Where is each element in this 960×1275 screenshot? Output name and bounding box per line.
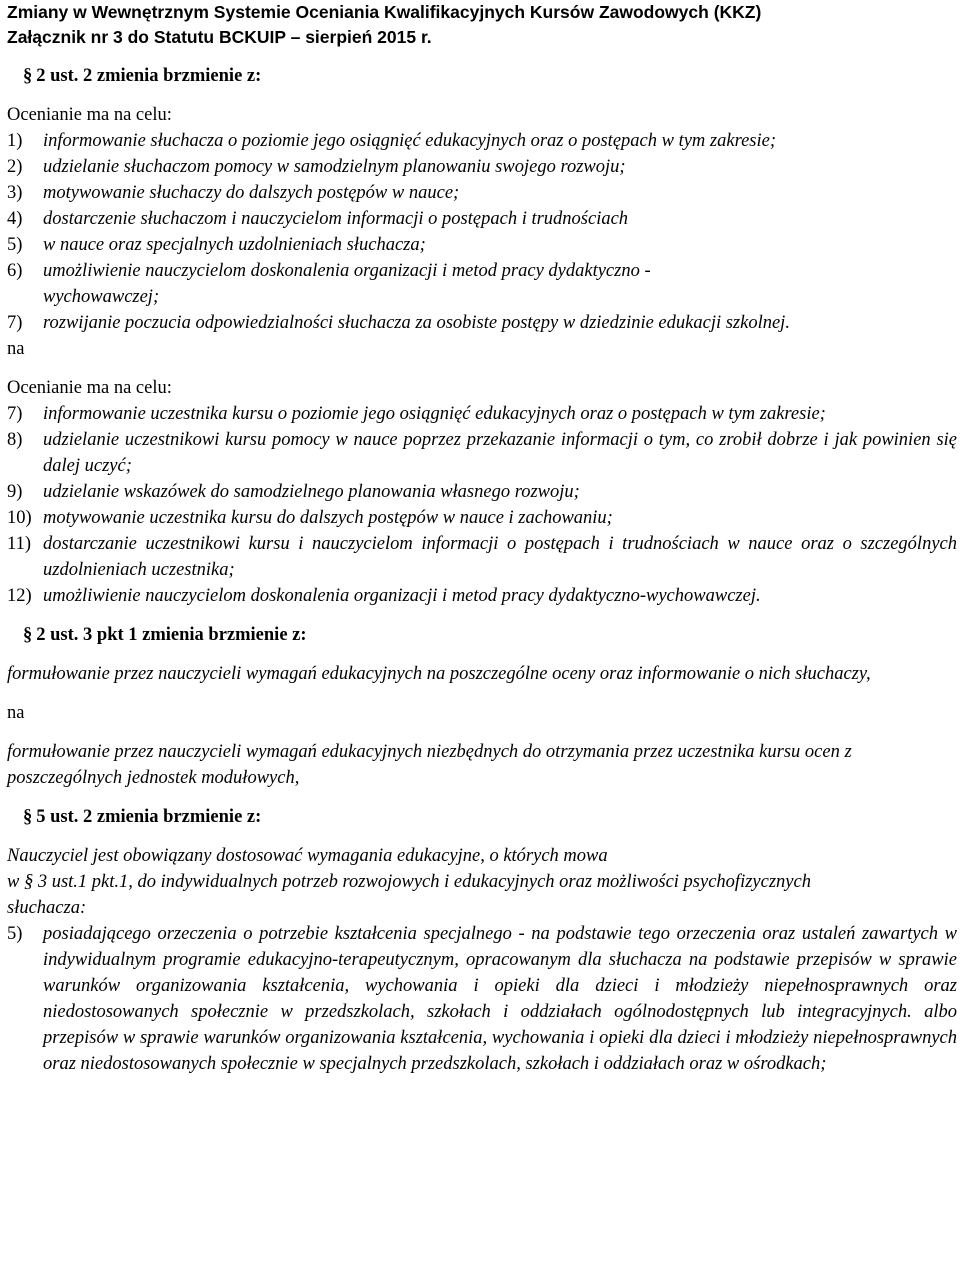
adapt-list xyxy=(7,921,957,1077)
item-number: 2) xyxy=(7,157,23,177)
item-text: informowanie uczestnika kursu o poziomie jego osiągnięć edukacyjnych oraz o postępach w tym zakresie; xyxy=(43,404,826,424)
item-text: rozwijanie poczucia odpowiedzialności słuchacza za osobiste postępy w dziedzinie edukacji szkolnej. xyxy=(43,313,790,333)
new-intro: Ocenianie ma na celu: xyxy=(7,378,172,398)
section-heading-text: 2 ust. 2 zmienia brzmienie z: xyxy=(36,66,262,86)
item-text: umożliwienie nauczycielom doskonalenia organizacji i metod pracy dydaktyczno-wychowawczej. xyxy=(43,586,761,606)
item-text: dostarczanie uczestnikowi kursu i nauczycielom informacji o postępach i trudnościach w nauce oraz o szczególnych uzdolnieniach uczestnika; xyxy=(43,534,957,580)
item-number: 5) xyxy=(7,235,23,255)
list-item xyxy=(7,505,957,531)
section-heading-1 xyxy=(7,63,957,89)
item-number: 4) xyxy=(7,209,23,229)
item-number: 10) xyxy=(7,508,32,528)
old-text: formułowanie przez nauczycieli wymagań edukacyjnych na poszczególne oceny oraz informowanie o nich słuchaczy, xyxy=(7,664,871,684)
item-number: 8) xyxy=(7,430,23,450)
list-item xyxy=(7,583,957,609)
item-number: 6) xyxy=(7,261,23,281)
item-number: 5) xyxy=(7,924,23,944)
list-item xyxy=(7,310,957,336)
list-item xyxy=(7,921,957,1077)
connector-na: na xyxy=(7,703,25,723)
list-item xyxy=(7,401,957,427)
section-symbol: § xyxy=(23,66,33,86)
item-text: motywowanie uczestnika kursu do dalszych postępów w nauce i zachowaniu; xyxy=(43,508,613,528)
list-item xyxy=(7,206,957,232)
list-item xyxy=(7,154,957,180)
section-symbol: § xyxy=(23,625,33,645)
item-number: 7) xyxy=(7,404,23,424)
item-text: dostarczenie słuchaczom i nauczycielom informacji o postępach i trudnościach xyxy=(43,209,629,229)
item-text: udzielanie wskazówek do samodzielnego planowania własnego rozwoju; xyxy=(43,482,580,502)
item-text: w nauce oraz specjalnych uzdolnieniach słuchacza; xyxy=(43,235,426,255)
item-text: informowanie słuchacza o poziomie jego osiągnięć edukacyjnych oraz o postępach w tym zakresie; xyxy=(43,131,777,151)
list-item xyxy=(7,128,957,154)
section-heading-text: 2 ust. 3 pkt 1 zmienia brzmienie z: xyxy=(36,625,307,645)
document-title-line-2: Załącznik nr 3 do Statutu BCKUIP – sierpień 2015 r. xyxy=(7,27,432,47)
list-item xyxy=(7,258,957,310)
list-item xyxy=(7,232,957,258)
connector-na: na xyxy=(7,339,25,359)
item-text: udzielanie uczestnikowi kursu pomocy w nauce poprzez przekazanie informacji o tym, co zrobił dobrze i jak powinien się dalej uczyć; xyxy=(43,430,957,476)
section-heading-text: 5 ust. 2 zmienia brzmienie z: xyxy=(36,807,262,827)
list-item xyxy=(7,479,957,505)
item-number: 7) xyxy=(7,313,23,333)
document xyxy=(7,0,957,1077)
new-text: formułowanie przez nauczycieli wymagań edukacyjnych niezbędnych do otrzymania przez uczestnika kursu ocen z poszczególnych jednostek modułowych, xyxy=(7,742,852,788)
list-item xyxy=(7,427,957,479)
item-text: udzielanie słuchaczom pomocy w samodzielnym planowaniu swojego rozwoju; xyxy=(43,157,626,177)
item-text: umożliwienie nauczycielom doskonalenia organizacji i metod pracy dydaktyczno - wychowawczej; xyxy=(43,261,651,307)
item-number: 1) xyxy=(7,131,23,151)
section-heading-3 xyxy=(7,804,957,830)
document-title-line-1: Zmiany w Wewnętrznym Systemie Oceniania Kwalifikacyjnych Kursów Zawodowych (KKZ) xyxy=(7,2,762,22)
item-number: 12) xyxy=(7,586,32,606)
item-text: motywowanie słuchaczy do dalszych postępów w nauce; xyxy=(43,183,460,203)
adapt-intro-line-1: Nauczyciel jest obowiązany dostosować wymagania edukacyjne, o których mowa xyxy=(7,846,608,866)
item-number: 11) xyxy=(7,534,31,554)
old-goals-list xyxy=(7,128,957,336)
new-goals-list xyxy=(7,401,957,609)
adapt-intro-line-2: w § 3 ust.1 pkt.1, do indywidualnych potrzeb rozwojowych i edukacyjnych oraz możliwości psychofizycznych słuchacza: xyxy=(7,872,811,918)
list-item xyxy=(7,531,957,583)
old-intro: Ocenianie ma na celu: xyxy=(7,105,172,125)
item-number: 3) xyxy=(7,183,23,203)
section-symbol: § xyxy=(23,807,33,827)
item-number: 9) xyxy=(7,482,23,502)
item-text: posiadającego orzeczenia o potrzebie kształcenia specjalnego - na podstawie tego orzeczenia oraz ustaleń zawartych w indywidualnym programie edukacyjno-terapeutycznym, opracowanym dla słuchacza na podstawie przepisów w sprawie warunków organizowania kształcenia, wychowania i opieki dla dzieci i młodzieży niepełnosprawnych oraz niedostosowanych społecznie w przedszkolach, szkołach i oddziałach ogólnodostępnych lub integracyjnych. albo przepisów w sprawie warunków organizowania kształcenia, wychowania i opieki dla dzieci i młodzieży niepełnosprawnych oraz niedostosowanych społecznie w specjalnych przedszkolach, szkołach i oddziałach oraz w ośrodkach; xyxy=(43,924,957,1074)
section-heading-2 xyxy=(7,622,957,648)
list-item xyxy=(7,180,957,206)
